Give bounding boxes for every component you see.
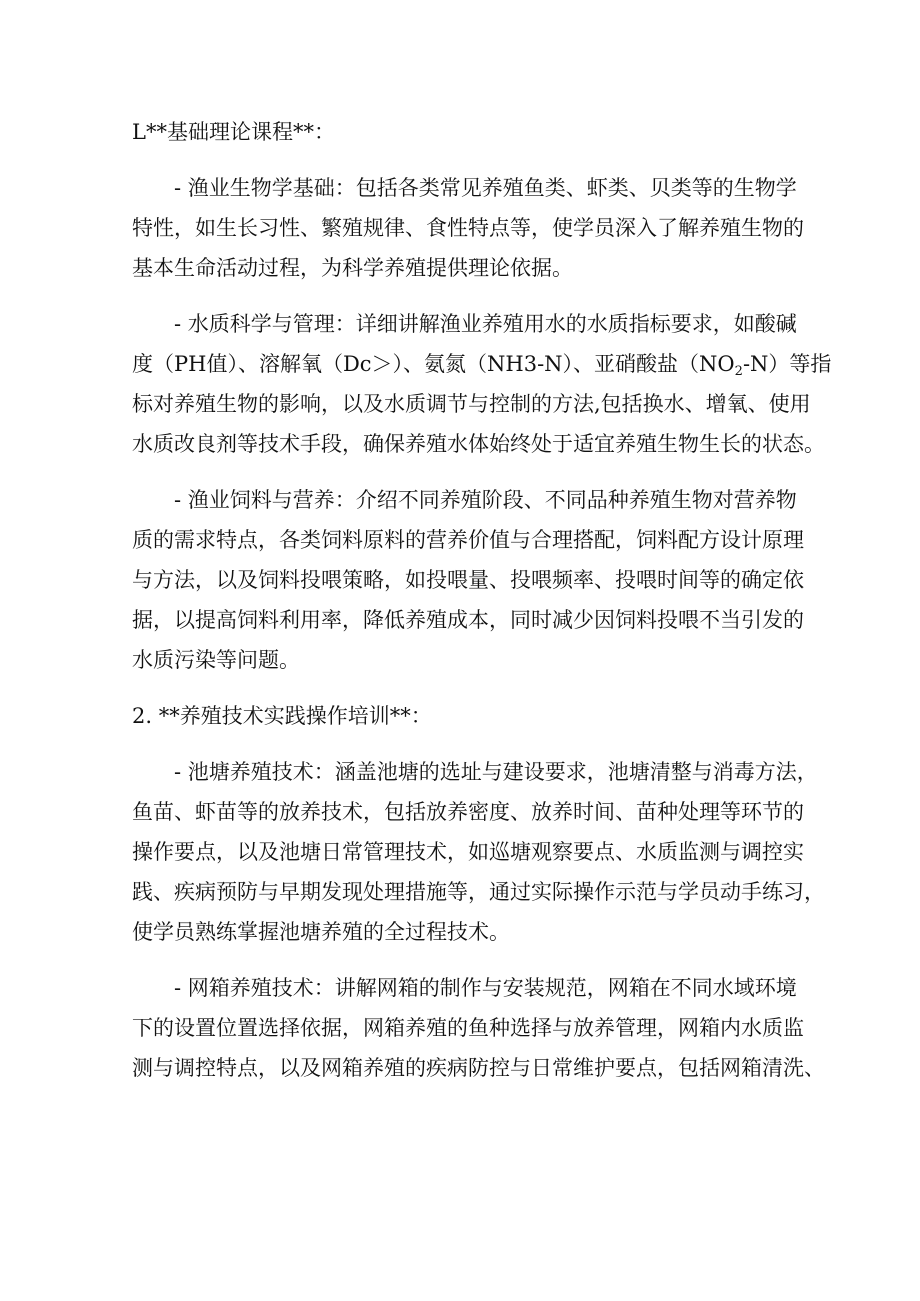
paragraph-line: 标对养殖生物的影响，以及水质调节与控制的方法,包括换水、增氧、使用 [132, 392, 811, 416]
paragraph-line: 鱼苗、虾苗等的放养技术，包括放养密度、放养时间、苗种处理等环节的 [132, 800, 804, 824]
paragraph-line: 操作要点，以及池塘日常管理技术，如巡塘观察要点、水质监测与调控实 [132, 840, 804, 864]
paragraph-cage-culture [132, 968, 825, 1088]
paragraph-pond-culture [132, 752, 825, 952]
paragraph-line: 水质污染等问题。 [132, 648, 300, 672]
paragraph-line: - 渔业饲料与营养：介绍不同养殖阶段、不同品种养殖生物对营养物 [174, 488, 797, 512]
text-segment: -N）等指 [742, 352, 832, 376]
paragraph-line: 水质改良剂等技术手段，确保养殖水体始终处于适宜养殖生物生长的状态。 [132, 432, 825, 456]
paragraph-line: 使学员熟练掌握池塘养殖的全过程技术。 [132, 920, 510, 944]
paragraph-line [132, 344, 832, 384]
paragraph-line: 下的设置位置选择依据，网箱养殖的鱼种选择与放养管理，网箱内水质监 [132, 1016, 804, 1040]
section-heading-basic-theory: L**基础理论课程**： [132, 120, 335, 144]
paragraph-fishery-biology [132, 168, 804, 288]
subscript: 2 [734, 364, 743, 379]
text-segment: 度（PH值）、溶解氧（Dc＞）、氨氮（NH3-N）、亚硝酸盐（NO [132, 352, 735, 376]
paragraph-line: 特性，如生长习性、繁殖规律、食性特点等，使学员深入了解养殖生物的 [132, 216, 804, 240]
paragraph-line: 质的需求特点，各类饲料原料的营养价值与合理搭配，饲料配方设计原理 [132, 528, 804, 552]
paragraph-line: 践、疾病预防与早期发现处理措施等，通过实际操作示范与学员动手练习， [132, 880, 825, 904]
paragraph-line: - 池塘养殖技术：涵盖池塘的选址与建设要求，池塘清整与消毒方法， [174, 760, 818, 784]
document-body [132, 112, 832, 1088]
paragraph-line: - 网箱养殖技术：讲解网箱的制作与安装规范，网箱在不同水域环境 [174, 976, 797, 1000]
paragraph-line: 测与调控特点，以及网箱养殖的疾病防控与日常维护要点，包括网箱清洗、 [132, 1056, 825, 1080]
paragraph-line: - 渔业生物学基础：包括各类常见养殖鱼类、虾类、贝类等的生物学 [174, 176, 797, 200]
section-heading-practical-training: 2. **养殖技术实践操作培训**： [132, 704, 432, 728]
paragraph-line: - 水质科学与管理：详细讲解渔业养殖用水的水质指标要求，如酸碱 [174, 312, 797, 336]
paragraph-line: 据，以提高饲料利用率，降低养殖成本，同时减少因饲料投喂不当引发的 [132, 608, 804, 632]
paragraph-line: 基本生命活动过程，为科学养殖提供理论依据。 [132, 256, 573, 280]
paragraph-line: 与方法，以及饲料投喂策略，如投喂量、投喂频率、投喂时间等的确定依 [132, 568, 804, 592]
paragraph-water-quality [132, 304, 832, 464]
paragraph-feed-nutrition [132, 480, 804, 680]
